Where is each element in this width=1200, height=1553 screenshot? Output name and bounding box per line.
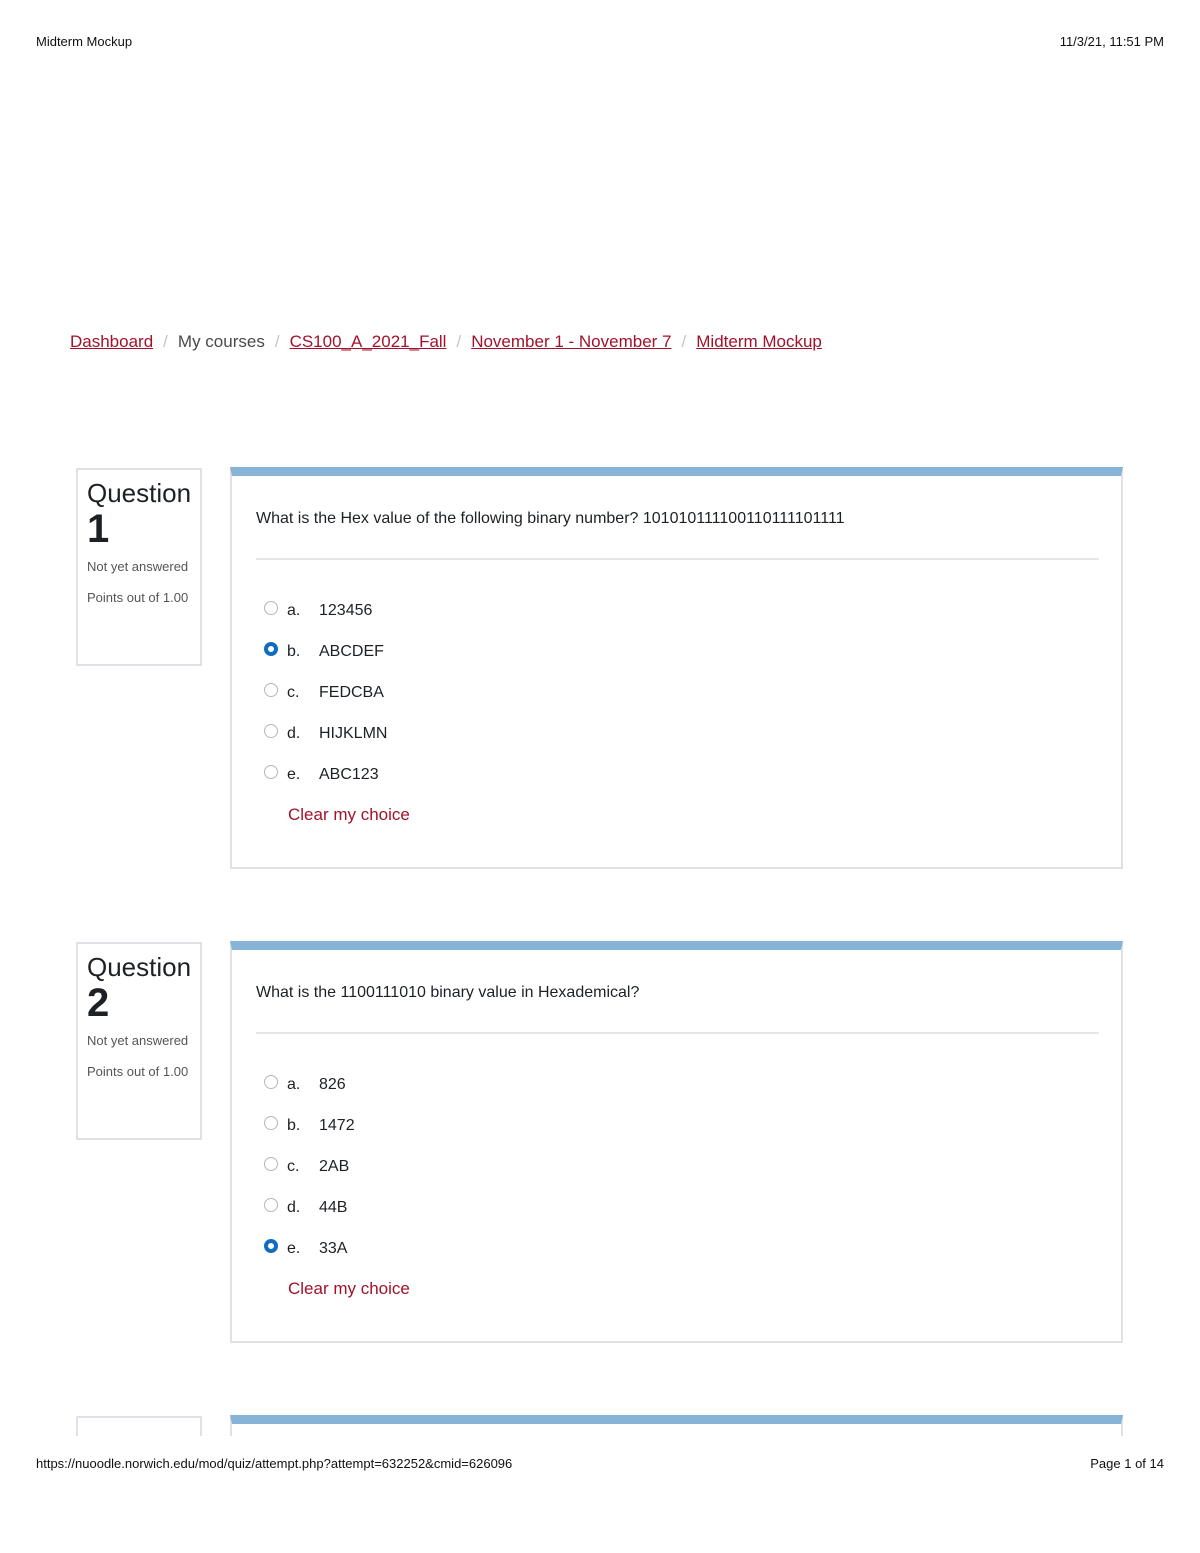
- question-3-info: [76, 1416, 202, 1436]
- breadcrumb-quiz[interactable]: Midterm Mockup: [696, 332, 822, 351]
- question-text: What is the 1100111010 binary value in Hexademical?: [256, 984, 1099, 1034]
- radio-button[interactable]: [264, 683, 278, 697]
- answer-text: 44B: [319, 1198, 348, 1216]
- answer-letter: c.: [287, 683, 300, 701]
- breadcrumb-separator: /: [456, 332, 462, 351]
- answer-text: HIJKLMN: [319, 724, 388, 742]
- answer-list: [264, 1064, 1121, 1269]
- question-1-content: [230, 467, 1123, 869]
- radio-button-checked[interactable]: [264, 1239, 278, 1253]
- answer-letter: e.: [287, 765, 301, 783]
- print-page-number: Page 1 of 14: [1090, 1456, 1164, 1471]
- question-number: 1: [87, 507, 110, 551]
- question-3-content: [230, 1415, 1123, 1436]
- answer-option-c[interactable]: [264, 1146, 1121, 1187]
- question-grade: Points out of 1.00: [87, 1064, 189, 1079]
- breadcrumb-course[interactable]: CS100_A_2021_Fall: [289, 332, 447, 351]
- breadcrumb: [70, 332, 822, 352]
- answer-option-e[interactable]: [264, 754, 1121, 795]
- print-datetime: 11/3/21, 11:51 PM: [1059, 34, 1164, 49]
- answer-list: [264, 590, 1121, 795]
- answer-text: 1472: [319, 1116, 355, 1134]
- radio-button[interactable]: [264, 765, 278, 779]
- answer-letter: d.: [287, 724, 301, 742]
- answer-letter: a.: [287, 1075, 301, 1093]
- radio-button[interactable]: [264, 724, 278, 738]
- question-label: Question: [87, 478, 192, 508]
- question-1-info: [76, 468, 202, 666]
- answer-text: ABCDEF: [319, 642, 384, 660]
- answer-letter: b.: [287, 1116, 301, 1134]
- answer-option-c[interactable]: [264, 672, 1121, 713]
- question-number: 2: [87, 981, 110, 1025]
- breadcrumb-my-courses: My courses: [177, 332, 265, 351]
- radio-button[interactable]: [264, 1116, 278, 1130]
- answer-option-a[interactable]: [264, 590, 1121, 631]
- answer-text: 33A: [319, 1239, 348, 1257]
- answer-text: 2AB: [319, 1157, 350, 1175]
- clear-choice-link[interactable]: Clear my choice: [288, 805, 410, 824]
- answer-text: ABC123: [319, 765, 379, 783]
- print-footer: [36, 1456, 1164, 1471]
- answer-text: 826: [319, 1075, 346, 1093]
- answer-text: 123456: [319, 601, 373, 619]
- radio-button[interactable]: [264, 1075, 278, 1089]
- radio-button[interactable]: [264, 1198, 278, 1212]
- radio-button-checked[interactable]: [264, 642, 278, 656]
- clear-choice-link[interactable]: Clear my choice: [288, 1279, 410, 1298]
- answer-option-b[interactable]: [264, 1105, 1121, 1146]
- answer-option-d[interactable]: [264, 1187, 1121, 1228]
- print-header: [36, 34, 1164, 49]
- answer-option-d[interactable]: [264, 713, 1121, 754]
- answer-option-b[interactable]: [264, 631, 1121, 672]
- breadcrumb-separator: /: [274, 332, 280, 351]
- answer-text: FEDCBA: [319, 683, 384, 701]
- answer-letter: e.: [287, 1239, 301, 1257]
- radio-button[interactable]: [264, 601, 278, 615]
- answer-letter: c.: [287, 1157, 300, 1175]
- answer-letter: a.: [287, 601, 301, 619]
- breadcrumb-dashboard[interactable]: Dashboard: [70, 332, 154, 351]
- question-grade: Points out of 1.00: [87, 590, 189, 605]
- print-url: https://nuoodle.norwich.edu/mod/quiz/attempt.php?attempt=632252&cmid=626096: [36, 1456, 513, 1471]
- question-2-info: [76, 942, 202, 1140]
- answer-option-e[interactable]: [264, 1228, 1121, 1269]
- answer-letter: d.: [287, 1198, 301, 1216]
- breadcrumb-section[interactable]: November 1 - November 7: [471, 332, 672, 351]
- breadcrumb-separator: /: [163, 332, 168, 351]
- answer-letter: b.: [287, 642, 301, 660]
- question-2-content: [230, 941, 1123, 1343]
- answer-option-a[interactable]: [264, 1064, 1121, 1105]
- radio-button[interactable]: [264, 1157, 278, 1171]
- question-label: Question: [87, 952, 192, 982]
- question-state: Not yet answered: [87, 559, 189, 574]
- question-state: Not yet answered: [87, 1033, 189, 1048]
- print-title: Midterm Mockup: [36, 34, 133, 49]
- breadcrumb-separator: /: [681, 332, 687, 351]
- question-text: What is the Hex value of the following binary number? 101010111100110111101111: [256, 510, 1099, 560]
